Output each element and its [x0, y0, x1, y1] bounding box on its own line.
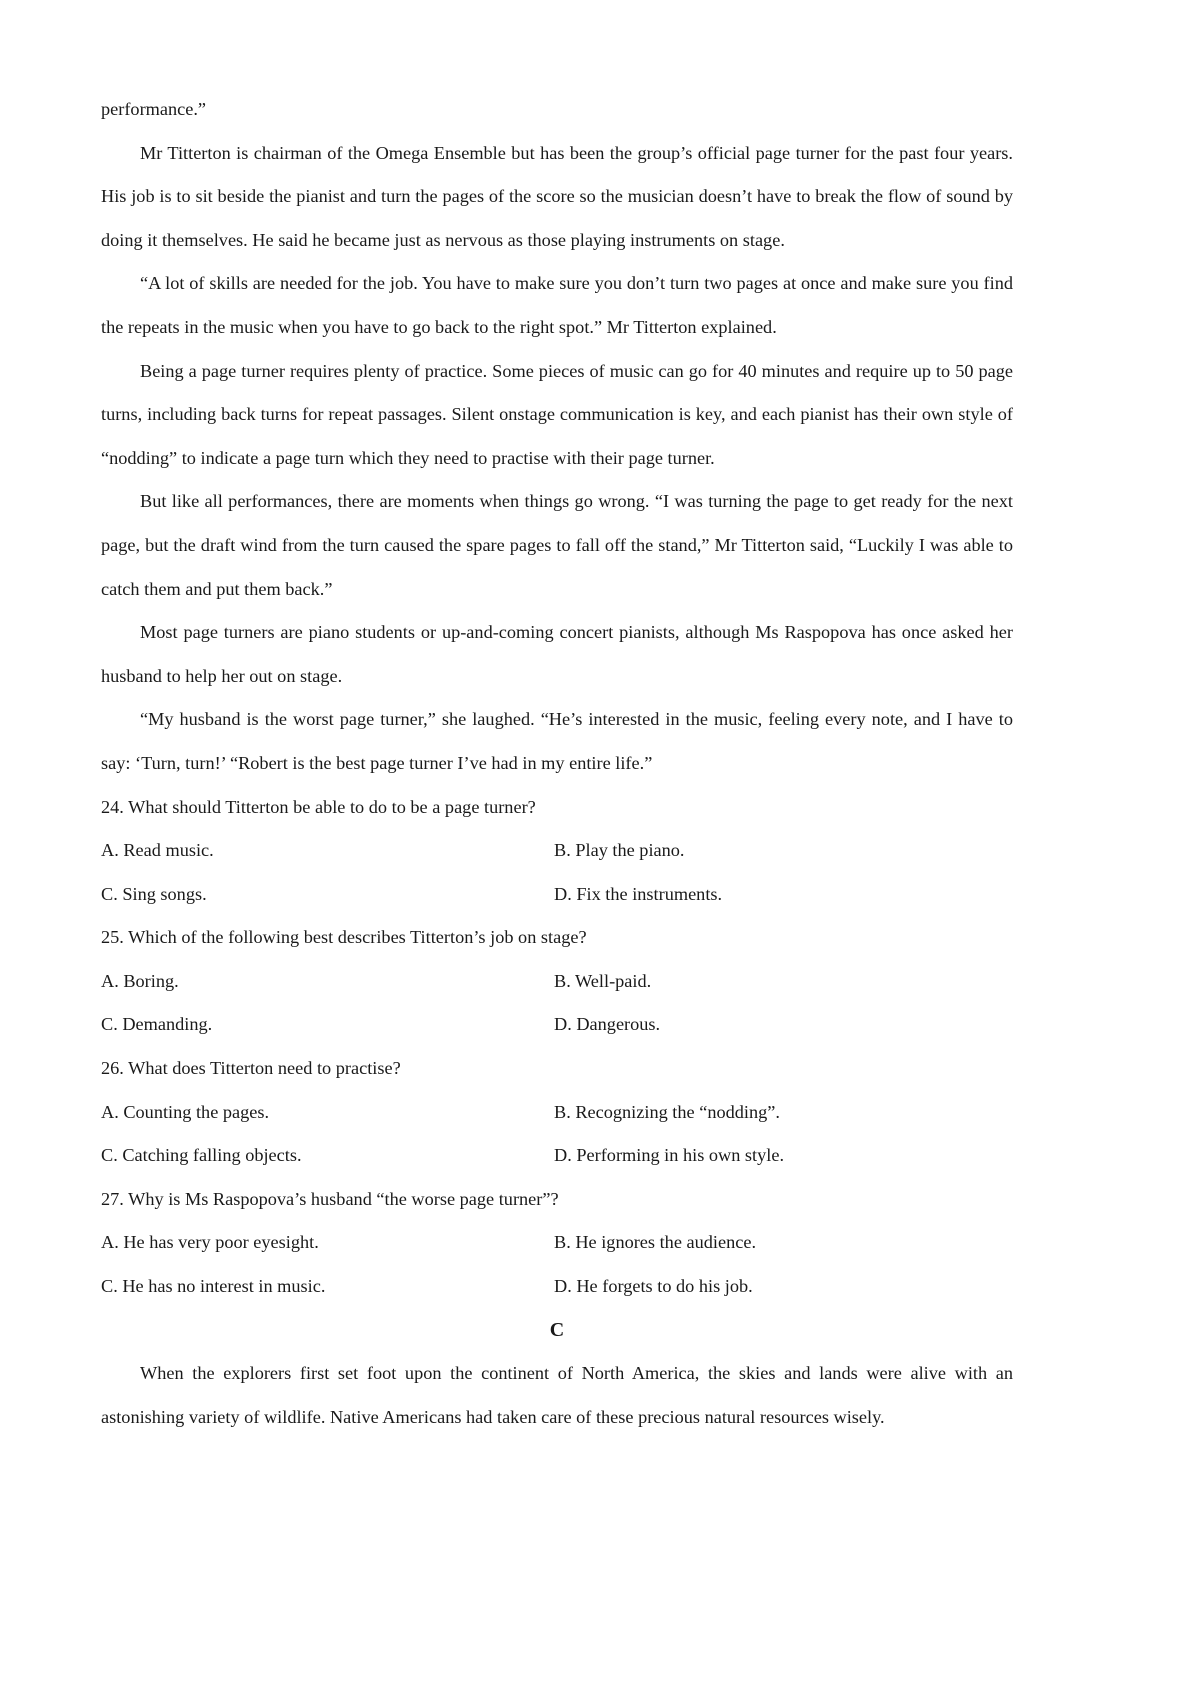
option-c: C. Sing songs. [101, 883, 207, 904]
option-row [101, 960, 1013, 1004]
option-row [101, 1265, 1013, 1309]
option-a: A. He has very poor eyesight. [101, 1232, 319, 1253]
option-d: D. Fix the instruments. [554, 883, 723, 904]
question-stem: 27. Why is Ms Raspopova’s husband “the worse page turner”? [101, 1188, 559, 1209]
passage-paragraph: When the explorers first set foot upon the continent of North America, the skies and lands were alive with an astonishing variety of wildlife. Native Americans had taken care of these precious natural resources wisely. [101, 1363, 1013, 1427]
question-stem: 26. What does Titterton need to practise? [101, 1058, 401, 1079]
passage-continuation-line: performance.” [101, 99, 207, 119]
passage-paragraph: But like all performances, there are moments when things go wrong. “I was turning the page to get ready for the next page, but the draft wind from the turn caused the spare pages to fall off the stand,” Mr Titterton said, “Luckily I was able to catch them and put them back.” [101, 491, 1013, 599]
option-b: B. Well-paid. [554, 970, 652, 991]
option-b: B. Play the piano. [554, 840, 685, 861]
question-stem: 25. Which of the following best describes Titterton’s job on stage? [101, 927, 587, 948]
option-c: C. Catching falling objects. [101, 1145, 302, 1166]
passage-paragraph: Most page turners are piano students or up-and-coming concert pianists, although Ms Raspopova has once asked her husband to help her out on stage. [101, 622, 1013, 686]
option-row [101, 1221, 1013, 1265]
option-a: A. Counting the pages. [101, 1101, 270, 1122]
passage-paragraph: “A lot of skills are needed for the job. You have to make sure you don’t turn two pages at once and make sure you find the repeats in the music when you have to go back to the right spot.” Mr Titterton explained. [101, 273, 1013, 337]
passage-paragraph: Mr Titterton is chairman of the Omega Ensemble but has been the group’s official page turner for the past four years. His job is to sit beside the pianist and turn the pages of the score so the musician doesn’t have to break the flow of sound by doing it themselves. He said he became just as nervous as those playing instruments on stage. [101, 142, 1013, 250]
option-row [101, 829, 1013, 873]
option-row [101, 873, 1013, 917]
page-content [101, 88, 1013, 1439]
option-c: C. He has no interest in music. [101, 1276, 326, 1297]
option-a: A. Read music. [101, 840, 214, 861]
option-row [101, 1091, 1013, 1135]
option-row [101, 1003, 1013, 1047]
option-d: D. Dangerous. [554, 1014, 661, 1035]
option-d: D. He forgets to do his job. [554, 1276, 753, 1297]
option-c: C. Demanding. [101, 1014, 213, 1035]
section-heading: C [549, 1318, 565, 1341]
passage-paragraph: Being a page turner requires plenty of practice. Some pieces of music can go for 40 minutes and require up to 50 page turns, including back turns for repeat passages. Silent onstage communication is key, and each pianist has their own style of “nodding” to indicate a page turn which they need to practise with their page turner. [101, 360, 1013, 468]
question-stem: 24. What should Titterton be able to do to be a page turner? [101, 796, 536, 817]
passage-paragraph: “My husband is the worst page turner,” she laughed. “He’s interested in the music, feeling every note, and I have to say: ‘Turn, turn!’ “Robert is the best page turner I’ve had in my entire life.” [101, 709, 1013, 773]
option-b: B. Recognizing the “nodding”. [554, 1101, 780, 1122]
option-b: B. He ignores the audience. [554, 1232, 757, 1253]
option-d: D. Performing in his own style. [554, 1145, 785, 1166]
option-row [101, 1134, 1013, 1178]
option-a: A. Boring. [101, 970, 179, 991]
